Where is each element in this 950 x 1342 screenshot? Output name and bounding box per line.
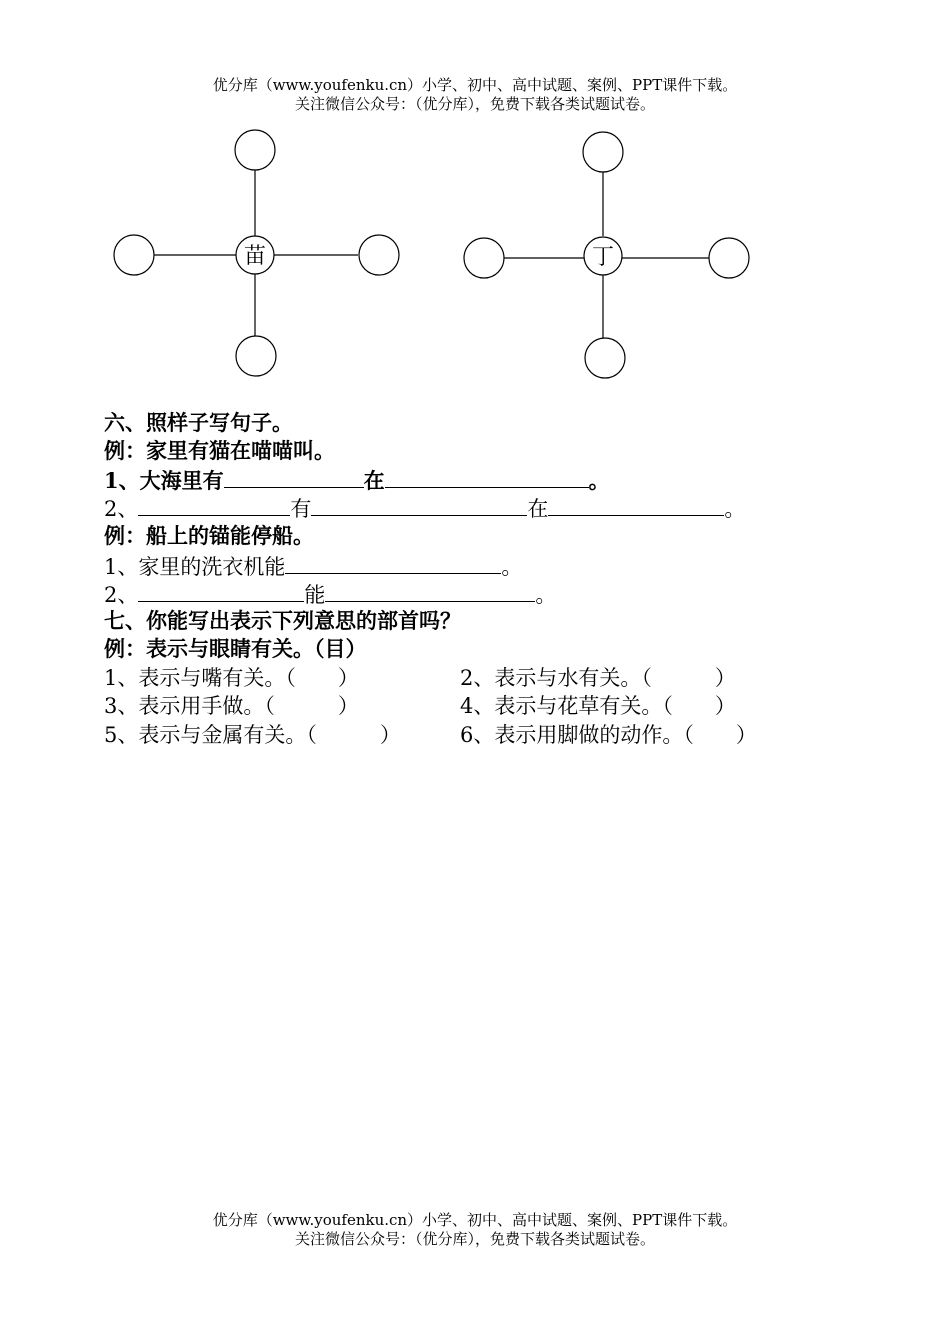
blank-circle-left[interactable] — [464, 238, 504, 278]
radical-diagrams — [0, 128, 950, 388]
q3-blank[interactable] — [285, 551, 501, 574]
q2-end: 。 — [724, 497, 746, 521]
center-char-left: 苗 — [243, 244, 267, 269]
diagram-right — [464, 132, 749, 378]
page-footer — [0, 1211, 950, 1249]
blank-circle-right[interactable] — [359, 235, 399, 275]
section7-item-6[interactable]: 6、表示用脚做的动作。（ ） — [460, 723, 757, 747]
blank-circle-bottom[interactable] — [236, 336, 276, 376]
q2-mid1: 有 — [290, 497, 312, 521]
section7-title: 七、你能写出表示下列意思的部首吗？ — [104, 608, 461, 633]
section7-item-5[interactable]: 5、表示与金属有关。（ ） — [104, 723, 401, 747]
diagram-left — [114, 130, 399, 376]
q1-blank-1[interactable] — [224, 465, 364, 488]
q4-end: 。 — [535, 583, 557, 607]
q2-blank-2[interactable] — [311, 493, 527, 516]
q1-blank-2[interactable] — [385, 465, 589, 488]
section6-q4 — [104, 579, 556, 609]
section6-title: 六、照样子写句子。 — [104, 410, 293, 435]
blank-circle-top[interactable] — [235, 130, 275, 170]
section6-q2 — [104, 493, 745, 523]
q2-blank-1[interactable] — [138, 493, 290, 516]
q3-prefix: 1、家里的洗衣机能 — [104, 555, 286, 579]
section6-q3 — [104, 551, 522, 581]
q2-prefix: 2、 — [104, 497, 139, 521]
footer-line-2: 关注微信公众号：（优分库），免费下载各类试题试卷。 — [294, 1230, 655, 1248]
section7-example: 例：表示与眼睛有关。（目） — [104, 636, 367, 661]
q1-mid: 在 — [363, 468, 385, 493]
section6-example1: 例：家里有猫在喵喵叫。 — [104, 438, 335, 463]
q4-blank-2[interactable] — [325, 579, 535, 602]
section7-item-4[interactable]: 4、表示与花草有关。（ ） — [460, 694, 736, 718]
page-header — [0, 76, 950, 114]
blank-circle-top[interactable] — [583, 132, 623, 172]
section6-q1 — [104, 465, 610, 495]
q2-blank-3[interactable] — [548, 493, 724, 516]
q1-prefix: 1、大海里有 — [104, 468, 224, 493]
section7-item-3[interactable]: 3、表示用手做。（ ） — [104, 694, 359, 718]
q3-end: 。 — [501, 555, 523, 579]
q4-prefix: 2、 — [104, 583, 139, 607]
q2-mid2: 在 — [527, 497, 549, 521]
q4-mid: 能 — [304, 583, 326, 607]
q4-blank-1[interactable] — [138, 579, 304, 602]
blank-circle-right[interactable] — [709, 238, 749, 278]
footer-line-1: 优分库（www.youfenku.cn）小学、初中、高中试题、案例、PPT课件下载。 — [212, 1211, 738, 1229]
blank-circle-bottom[interactable] — [585, 338, 625, 378]
center-char-right: 丁 — [591, 245, 615, 270]
header-line-1: 优分库（www.youfenku.cn）小学、初中、高中试题、案例、PPT课件下载。 — [212, 76, 738, 94]
section6-example2: 例：船上的锚能停船。 — [104, 523, 314, 548]
header-line-2: 关注微信公众号：（优分库），免费下载各类试题试卷。 — [294, 95, 655, 113]
q1-end: 。 — [588, 468, 610, 493]
blank-circle-left[interactable] — [114, 235, 154, 275]
section7-item-2[interactable]: 2、表示与水有关。（ ） — [460, 666, 736, 690]
section7-item-1[interactable]: 1、表示与嘴有关。（ ） — [104, 666, 359, 690]
